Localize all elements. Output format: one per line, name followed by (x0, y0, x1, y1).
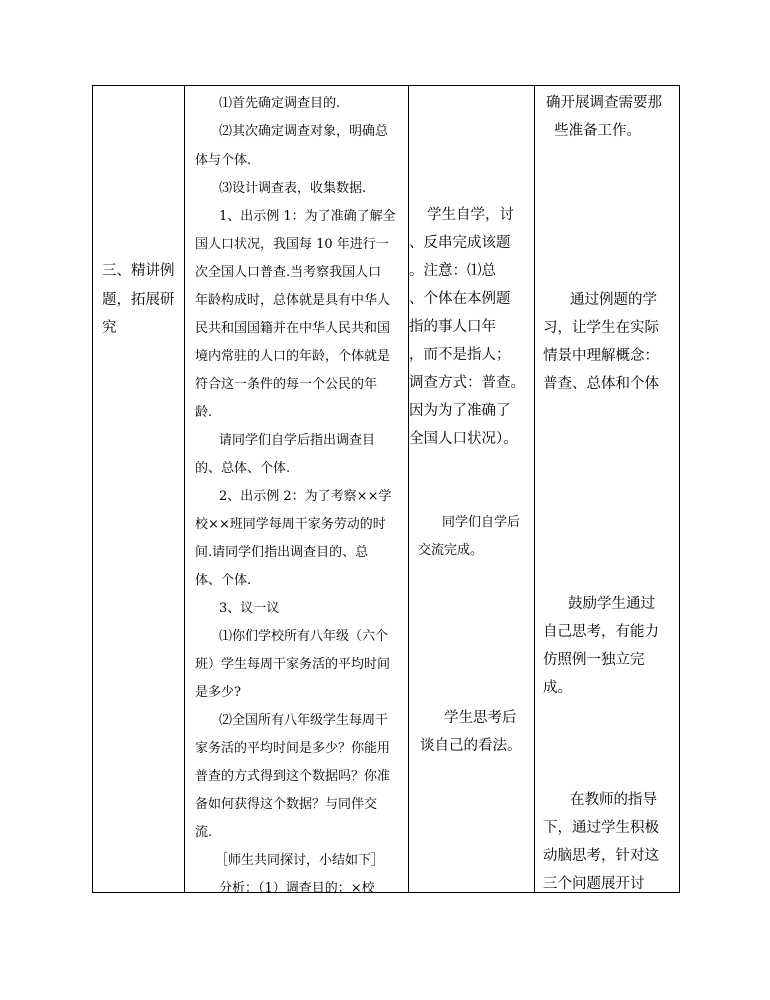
intent-line: 在教师的指导 (570, 792, 657, 808)
intent-line: 普查、总体和个体 (543, 376, 659, 392)
stage-title-line: 题，拓展研 (102, 292, 175, 308)
student-line: 交流完成。 (418, 543, 484, 558)
content-line: 3、议一议 (219, 601, 280, 616)
content-line: 民共和国国籍并在中华人民共和国 (195, 321, 391, 336)
intent-cell (535, 86, 681, 892)
content-line: ⑴你们学校所有八年级（六个 (219, 629, 389, 644)
content-line: 班）学生每周干家务活的平均时间 (195, 657, 391, 672)
intent-line: 仿照例一独立完 (543, 652, 645, 668)
stage-title-line: 究 (102, 320, 117, 336)
content-line: ⑵全国所有八年级学生每周干 (219, 713, 389, 728)
student-line: 因为为了准确了 (409, 403, 511, 419)
content-line: 体、个体. (195, 573, 252, 588)
intent-line: 通过例题的学 (570, 292, 657, 308)
intent-line: 动脑思考，针对这 (543, 848, 659, 864)
intent-line: 下，通过学生积极 (543, 820, 659, 836)
content-line: 体与个体. (195, 153, 252, 168)
student-line: 、个体在本例题 (409, 291, 511, 307)
content-line: 年龄构成时，总体就是具有中华人 (195, 293, 391, 308)
student-line: 指的事人口年 (409, 319, 496, 335)
content-line: 符合这一条件的每一个公民的年 (195, 377, 378, 392)
content-line: ［师生共同探讨，小结如下］ (215, 853, 385, 868)
content-line: 的、总体、个体. (195, 461, 291, 476)
content-line: 校××班同学每周干家务劳动的时 (195, 517, 386, 532)
student-line: 学生自学，讨 (427, 207, 514, 223)
student-line: ，而不是指人； (409, 347, 511, 363)
student-line: 全国人口状况）。 (409, 431, 518, 447)
intent-line: 些准备工作。 (554, 123, 641, 139)
content-line: 是多少? (195, 685, 241, 700)
content-line: 间.请同学们指出调查目的、总 (195, 545, 369, 560)
content-line: 国人口状况，我国每 10 年进行一 (195, 237, 389, 252)
content-line: 普查的方式得到这个数据吗？你准 (195, 769, 391, 784)
content-line: 境内常驻的人口的年龄，个体就是 (195, 349, 391, 364)
student-line: 谈自己的看法。 (420, 738, 522, 754)
content-line: 流. (195, 825, 213, 840)
lesson-table (92, 85, 680, 896)
content-line: 龄. (195, 405, 213, 420)
student-line: 学生思考后 (444, 710, 517, 726)
student-line: 调查方式：普查。 (409, 375, 525, 391)
student-line: 同学们自学后 (442, 515, 521, 530)
content-line: 1、出示例 1：为了准确了解全 (219, 209, 396, 224)
intent-line: 鼓励学生通过 (568, 596, 655, 612)
stage-title-line: 三、精讲例 (102, 263, 175, 279)
content-line: 次全国人口普查.当考察我国人口 (195, 265, 382, 280)
intent-line: 三个问题展开讨 (543, 876, 645, 892)
content-line: 家务活的平均时间是多少？你能用 (195, 741, 391, 756)
student-line: 、反串完成该题 (409, 235, 511, 251)
content-line: ⑶设计调查表，收集数据. (219, 181, 367, 196)
intent-line: 成。 (543, 680, 572, 696)
content-line: 备如何获得这个数据？与同伴交 (195, 797, 378, 812)
content-line: 请同学们自学后指出调查目 (219, 433, 376, 448)
student-line: 。注意：⑴总 (409, 263, 496, 279)
intent-line: 自己思考，有能力 (543, 624, 659, 640)
content-cell (185, 86, 407, 896)
student-cell (409, 86, 534, 892)
stage-cell (93, 86, 184, 892)
content-line: 2、出示例 2：为了考察××学 (219, 489, 392, 504)
content-line: ⑴首先确定调查目的. (219, 96, 341, 111)
intent-line: 情景中理解概念： (543, 348, 659, 364)
intent-line: 习，让学生在实际 (543, 320, 659, 336)
content-line: ⑵其次确定调查对象，明确总 (219, 124, 389, 139)
intent-line: 确开展调查需要那 (546, 95, 662, 111)
content-line: 分析：（1）调查目的：×校 (219, 881, 375, 896)
